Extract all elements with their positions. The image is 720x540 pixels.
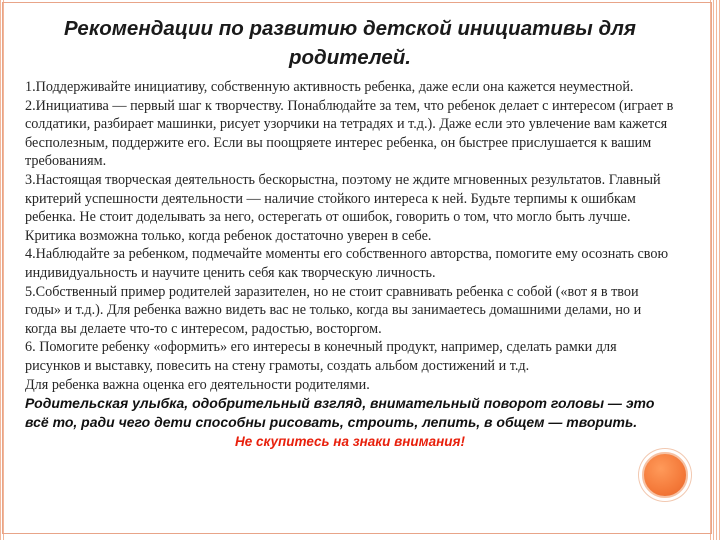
orange-circle-decoration: [642, 452, 688, 498]
paragraph-6: 6. Помогите ребенку «оформить» его интересы в конечный продукт, например, сделать рамки для рисунков и выставку, повесить на стену грамоты, создать альбом достижений и т.д.: [25, 339, 617, 374]
paragraph-7: Для ребенка важна оценка его деятельности родителями.: [25, 376, 370, 393]
paragraph-4: 4.Наблюдайте за ребенком, подмечайте моменты его собственного авторства, помогите ему осознать свою индивидуальность и научите ценить себя как творческую личность.: [25, 246, 669, 281]
paragraph-2: 2.Инициатива — первый шаг к творчеству. Понаблюдайте за тем, что ребенок делает с интересом (играет в солдатики, разбирает машинки, рисует узорчики на тетрадях и т.д.). Даже если это увлечение вам кажется бесполезным, поддержите его. Если вы поощряете интерес ребенка, он быстрее прислушается к вашим требованиям.: [25, 97, 674, 170]
parent-smile-note: Родительская улыбка, одобрительный взгляд, внимательный поворот головы — это всё то, ради чего дети способны рисовать, строить, лепить, в общем — творить.: [25, 395, 655, 430]
paragraph-5: 5.Собственный пример родителей заразителен, но не стоит сравнивать ребенка с собой («вот я в твои годы» и т.д.). Для ребенка важно видеть вас не только, когда вы занимаетесь домашними делами, но и когда вы делаете что-то с интересом, радостью, восторгом.: [25, 283, 642, 337]
call-to-action: Не скупитесь на знаки внимания!: [235, 434, 465, 450]
paragraph-3: 3.Настоящая творческая деятельность бескорыстна, поэтому не ждите мгновенных результатов. Главный критерий успешности деятельности — наличие стойкого интереса к ней. Будьте терпимы к ошибкам ребенка. Не стоит доделывать за него, остерегать от ошибок, говорить о том, что могло быть лучше. Критика возможна только, когда ребенок достаточно уверен в себе.: [25, 171, 661, 244]
slide-title: Рекомендации по развитию детской инициативы для родителей.: [64, 17, 636, 69]
slide-content: [25, 14, 675, 451]
paragraph-1: 1.Поддерживайте инициативу, собственную активность ребенка, даже если она кажется неуместной.: [25, 79, 634, 95]
